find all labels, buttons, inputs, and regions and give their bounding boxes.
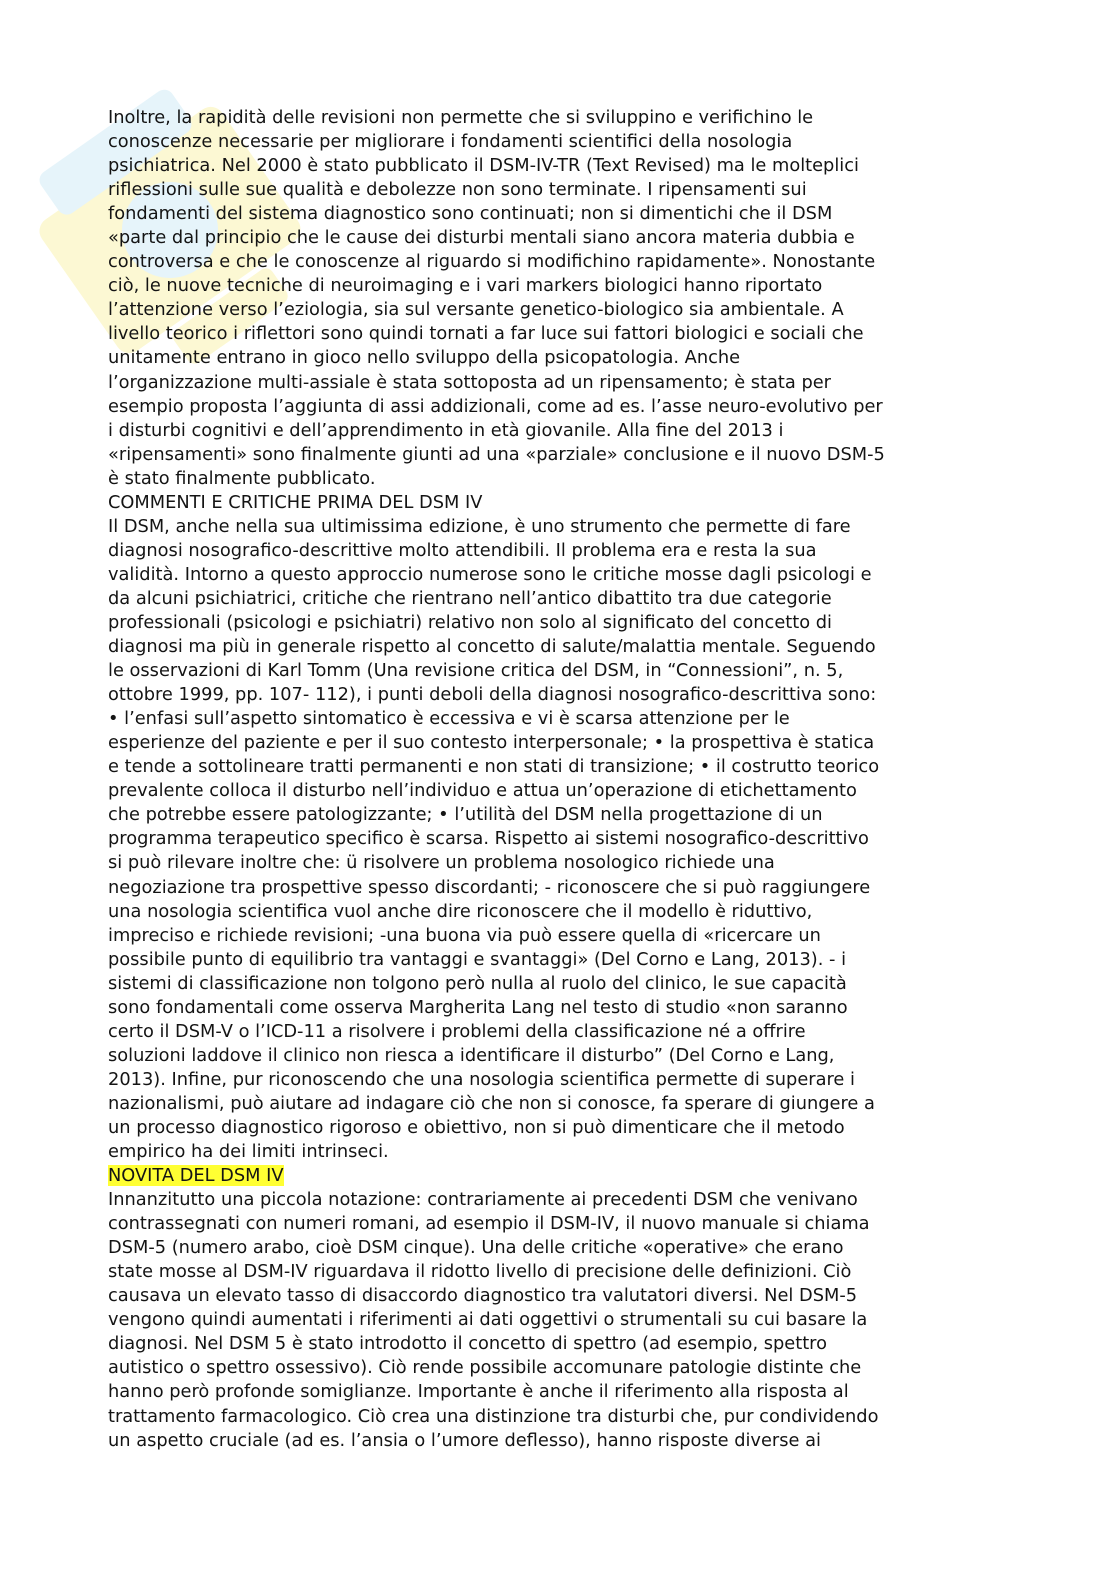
text-line: unitamente entrano in gioco nello sviluppo della psicopatologia. Anche [108, 347, 741, 369]
text-line: un aspetto cruciale (ad es. l’ansia o l’umore deflesso), hanno risposte diverse ai [108, 1429, 821, 1451]
text-line: «ripensamenti» sono finalmente giunti ad una «parziale» conclusione e il nuovo DSM-5 [108, 443, 885, 465]
paragraph-intro [108, 106, 1008, 491]
text-line: sono fondamentali come osserva Margherita Lang nel testo di studio «non saranno [108, 996, 848, 1018]
text-line: una nosologia scientifica vuol anche dire riconoscere che il modello è riduttivo, [108, 900, 813, 922]
text-line: possibile punto di equilibrio tra vantaggi e svantaggi» (Del Corno e Lang, 2013). - i [108, 948, 847, 970]
text-line: diagnosi ma più in generale rispetto al concetto di salute/malattia mentale. Seguendo [108, 636, 876, 658]
text-line: conoscenze necessarie per migliorare i fondamenti scientifici della nosologia [108, 131, 793, 153]
text-line: i disturbi cognitivi e dell’apprendimento in età giovanile. Alla fine del 2013 i [108, 419, 784, 441]
text-line: che potrebbe essere patologizzante; • l’utilità del DSM nella progettazione di un [108, 804, 823, 826]
text-line: è stato finalmente pubblicato. [108, 467, 376, 489]
text-line: 2013). Infine, pur riconoscendo che una nosologia scientifica permette di superare i [108, 1068, 855, 1090]
text-line: validità. Intorno a questo approccio numerose sono le critiche mosse dagli psicologi e [108, 563, 872, 585]
text-line: nazionalismi, può aiutare ad indagare ciò che non si conosce, fa sperare di giungere a [108, 1092, 875, 1114]
text-line: livello teorico i riflettori sono quindi tornati a far luce sui fattori biologici e sociali che [108, 323, 864, 345]
text-line: programma terapeutico specifico è scarsa. Rispetto ai sistemi nosografico-descrittivo [108, 828, 869, 850]
text-line: esperienze del paziente e per il suo contesto interpersonale; • la prospettiva è statica [108, 732, 875, 754]
text-line: si può rilevare inoltre che: ü risolvere un problema nosologico richiede una [108, 852, 775, 874]
text-line: hanno però profonde somiglianze. Importante è anche il riferimento alla risposta al [108, 1381, 849, 1403]
text-line: «parte dal principio che le cause dei disturbi mentali siano ancora materia dubbia e [108, 227, 855, 249]
text-line: certo il DSM-V o l’ICD-11 a risolvere i problemi della classificazione né a offrire [108, 1020, 806, 1042]
text-line: ciò, le nuove tecniche di neuroimaging e i vari markers biologici hanno riportato [108, 275, 823, 297]
text-line: esempio proposta l’aggiunta di assi addizionali, come ad es. l’asse neuro-evolutivo per [108, 395, 883, 417]
text-line: e tende a sottolineare tratti permanenti e non stati di transizione; • il costrutto teorico [108, 756, 880, 778]
text-line: vengono quindi aumentati i riferimenti ai dati oggettivi o strumentali su cui basare la [108, 1309, 868, 1331]
paragraph-critiche [108, 515, 1008, 1164]
text-line: soluzioni laddove il clinico non riesca a identificare il disturbo” (Del Corno e Lang, [108, 1044, 835, 1066]
text-line: diagnosi. Nel DSM 5 è stato introdotto il concetto di spettro (ad esempio, spettro [108, 1333, 827, 1355]
text-line: Il DSM, anche nella sua ultimissima edizione, è uno strumento che permette di fare [108, 515, 851, 537]
text-line: professionali (psicologi e psichiatri) relativo non solo al significato del concetto di [108, 611, 832, 633]
text-line: Inoltre, la rapidità delle revisioni non permette che si sviluppino e verifichino le [108, 107, 814, 128]
text-line: impreciso e richiede revisioni; -una buona via può essere quella di «ricercare un [108, 924, 821, 946]
text-line: psichiatrica. Nel 2000 è stato pubblicato il DSM-IV-TR (Text Revised) ma le molteplici [108, 155, 859, 177]
text-line: autistico o spettro ossessivo). Ciò rende possibile accomunare patologie distinte che [108, 1357, 862, 1379]
text-line: Innanzitutto una piccola notazione: contrariamente ai precedenti DSM che venivano [108, 1189, 858, 1211]
section-heading-novita: NOVITA DEL DSM IV [108, 1165, 284, 1187]
text-line: le osservazioni di Karl Tomm (Una revisione critica del DSM, in “Connessioni”, n. 5, [108, 660, 844, 682]
text-line: • l’enfasi sull’aspetto sintomatico è eccessiva e vi è scarsa attenzione per le [108, 708, 790, 730]
text-line: fondamenti del sistema diagnostico sono continuati; non si dimentichi che il DSM [108, 203, 833, 225]
text-line: sistemi di classificazione non tolgono però nulla al ruolo del clinico, le sue capacità [108, 972, 847, 994]
text-line: un processo diagnostico rigoroso e obiettivo, non si può dimenticare che il metodo [108, 1116, 845, 1138]
text-line: trattamento farmacologico. Ciò crea una distinzione tra disturbi che, pur condividendo [108, 1405, 879, 1427]
text-line: da alcuni psichiatrici, critiche che rientrano nell’antico dibattito tra due categorie [108, 587, 832, 609]
document-body [108, 106, 1008, 1453]
text-line: controversa e che le conoscenze al riguardo si modifichino rapidamente». Nonostante [108, 251, 876, 273]
text-line: contrassegnati con numeri romani, ad esempio il DSM-IV, il nuovo manuale si chiama [108, 1213, 870, 1235]
text-line: prevalente colloca il disturbo nell’individuo e attua un’operazione di etichettamento [108, 780, 857, 802]
text-line: negoziazione tra prospettive spesso discordanti; - riconoscere che si può raggiungere [108, 876, 871, 898]
text-line: causava un elevato tasso di disaccordo diagnostico tra valutatori diversi. Nel DSM-5 [108, 1285, 858, 1307]
text-line: l’organizzazione multi-assiale è stata sottoposta ad un ripensamento; è stata per [108, 371, 831, 393]
text-line: empirico ha dei limiti intrinseci. [108, 1141, 389, 1163]
text-line: state mosse al DSM-IV riguardava il ridotto livello di precisione delle definizioni. Ciò [108, 1261, 852, 1283]
section-heading-novita-wrapper [108, 1164, 1008, 1188]
text-line: diagnosi nosografico-descrittive molto attendibili. Il problema era e resta la sua [108, 539, 817, 561]
text-line: riflessioni sulle sue qualità e debolezze non sono terminate. I ripensamenti sui [108, 179, 807, 201]
text-line: ottobre 1999, pp. 107- 112), i punti deboli della diagnosi nosografico-descrittiva sono: [108, 684, 877, 706]
text-line: DSM-5 (numero arabo, cioè DSM cinque). Una delle critiche «operative» che erano [108, 1237, 844, 1259]
paragraph-novita [108, 1188, 1008, 1453]
text-line: l’attenzione verso l’eziologia, sia sul versante genetico-biologico sia ambientale. A [108, 299, 844, 321]
section-heading-critiche: COMMENTI E CRITICHE PRIMA DEL DSM IV [108, 491, 483, 513]
